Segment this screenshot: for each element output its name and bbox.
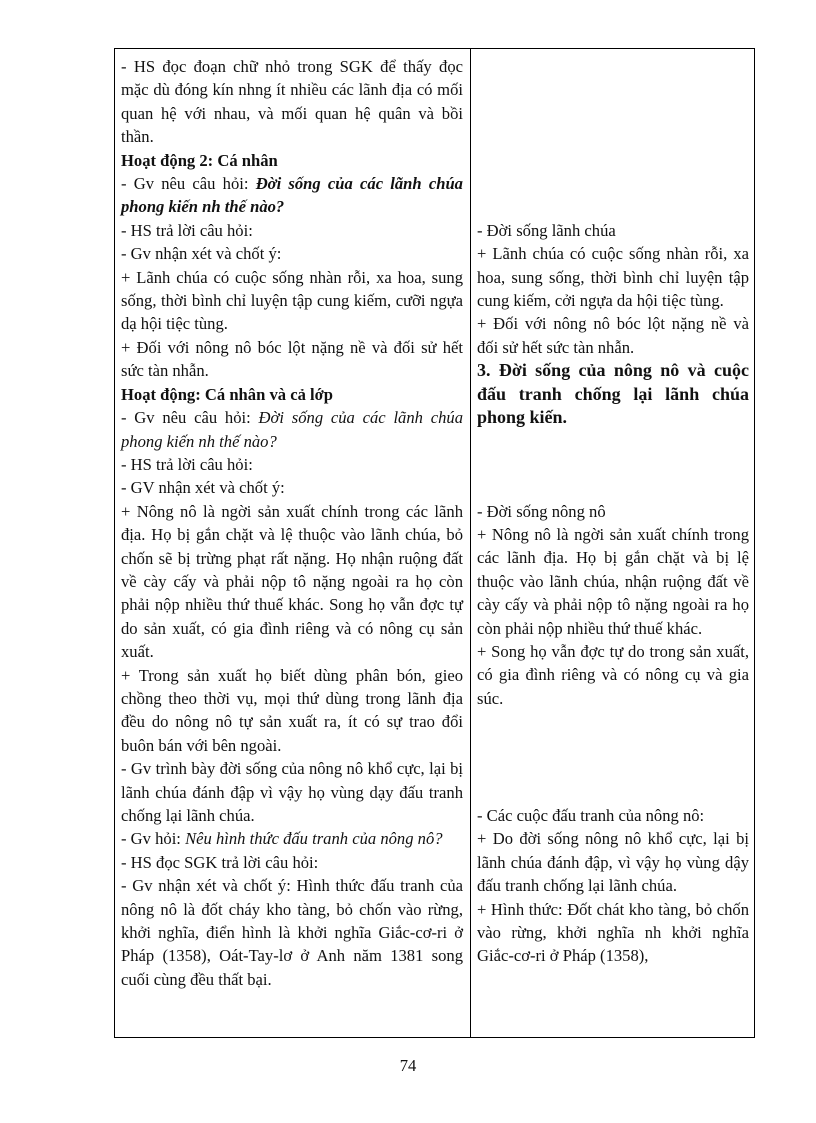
right-paragraph: + Lãnh chúa có cuộc sống nhàn rỗi, xa hoa, sung sống, thời bình chỉ luyện tập cung kiếm, cởi ngựa da hội tiệc tùng. [477,244,749,311]
question-text: Đời sống của các lãnh chúa phong kiến nh thế nào? [121,174,463,217]
page-number: 74 [399,1056,417,1075]
knowledge-content-column [477,55,749,968]
activity-heading: Hoạt động: Cá nhân và cả lớp [121,384,334,404]
question-text: Nêu hình thức đấu tranh của nông nô? [185,829,443,849]
question-text: Đời sống của các lãnh chúa phong kiến nh thế nào? [121,408,463,451]
left-paragraph: + Đối với nông nô bóc lột nặng nề và đối sử hết sức tàn nhẫn. [121,337,463,381]
left-paragraph: - HS đọc SGK trả lời câu hỏi: [121,852,319,872]
left-paragraph: + Lãnh chúa có cuộc sống nhàn rỗi, xa hoa, sung sống, thời bình chỉ luyện tập cung kiếm, cưỡi ngựa dạ hội tiệc tùng. [121,267,463,334]
left-paragraph: + Nông nô là ngời sản xuất chính trong các lãnh địa. Họ bị gắn chặt và lệ thuộc vào lãnh chúa, bỏ chốn sẽ bị trừng phạt rất nặng. Họ nhận ruộng đất về cày cấy và phải nộp tô nặng ngoài ra họ còn phải nộp nhiều thứ thuế khác. Song họ vẫn đợc tự do sản xuất, có gia đình riêng và có nông cụ sản xuất. [121,501,463,662]
right-paragraph: - Đời sống nông nô [477,501,606,521]
left-paragraph: - Gv nhận xét và chốt ý: Hình thức đấu tranh của nông nô là đốt cháy kho tàng, bỏ chốn vào rừng, khởi nghĩa, điển hình là khởi nghĩa Giắc-cơ-ri ở Pháp (1358), Oát-Tay-lơ ở Anh năm 1381 song cuối cùng đều thất bại. [121,876,463,989]
section-heading: 3. Đời sống của nông nô và cuộc đấu tranh chống lại lãnh chúa phong kiến. [477,360,749,428]
right-paragraph: - Các cuộc đấu tranh của nông nô: [477,805,705,825]
right-paragraph: + Hình thức: Đốt chát kho tàng, bỏ chốn vào rừng, khởi nghĩa nh khởi nghĩa Giắc-cơ-ri ở Pháp (1358), [477,899,749,966]
teacher-student-activities-column [121,55,463,991]
lesson-table [114,48,755,1038]
teacher-question: - Gv hỏi: Nêu hình thức đấu tranh của nông nô? [121,829,443,849]
left-paragraph: - Gv trình bày đời sống của nông nô khổ cực, lại bị lãnh chúa đánh đập vì vậy họ vùng dạy đấu tranh chống lại lãnh chúa. [121,759,463,825]
right-paragraph: + Nông nô là ngời sản xuất chính trong các lãnh địa. Họ bị gắn chặt và bị lệ thuộc vào lãnh chúa, nhận ruộng đất về cày cấy và phải nộp tô nặng ngoài ra họ còn phải nộp nhiều thứ thuế khác. [477,525,749,638]
right-paragraph: + Do đời sống nông nô khổ cực, lại bị lãnh chúa đánh đập, vì vậy họ vùng dậy đấu tranh chống lại lãnh chúa. [477,829,749,896]
teacher-question: - Gv nêu câu hỏi: Đời sống của các lãnh chúa phong kiến nh thế nào? [121,174,463,217]
column-divider [470,49,471,1037]
activity-heading: Hoạt động 2: Cá nhân [121,150,278,170]
right-paragraph: - Đời sống lãnh chúa [477,220,616,240]
teacher-question: - Gv nêu câu hỏi: Đời sống của các lãnh chúa phong kiến nh thế nào? [121,408,463,451]
left-paragraph: + Trong sản xuất họ biết dùng phân bón, gieo chồng theo thời vụ, mọi thứ dùng trong lãnh địa đều do nông nô tự sản xuất ra, ít có sự trao đổi buôn bán với bên ngoài. [121,665,463,755]
left-paragraph: - Gv nhận xét và chốt ý: [121,244,282,264]
left-paragraph: - HS trả lời câu hỏi: [121,220,253,240]
left-paragraph: - GV nhận xét và chốt ý: [121,478,285,498]
right-paragraph: + Song họ vẫn đợc tự do trong sản xuất, có gia đình riêng và có nông cụ và gia súc. [477,642,749,708]
left-paragraph: - HS trả lời câu hỏi: [121,454,253,474]
right-paragraph: + Đối với nông nô bóc lột nặng nề và đối sử hết sức tàn nhẫn. [477,314,749,357]
left-paragraph: - HS đọc đoạn chữ nhỏ trong SGK để thấy đọc mặc dù đóng kín nhng ít nhiều các lãnh địa có mối quan hệ với nhau, và mối quan hệ quân và bồi thần. [121,57,463,147]
